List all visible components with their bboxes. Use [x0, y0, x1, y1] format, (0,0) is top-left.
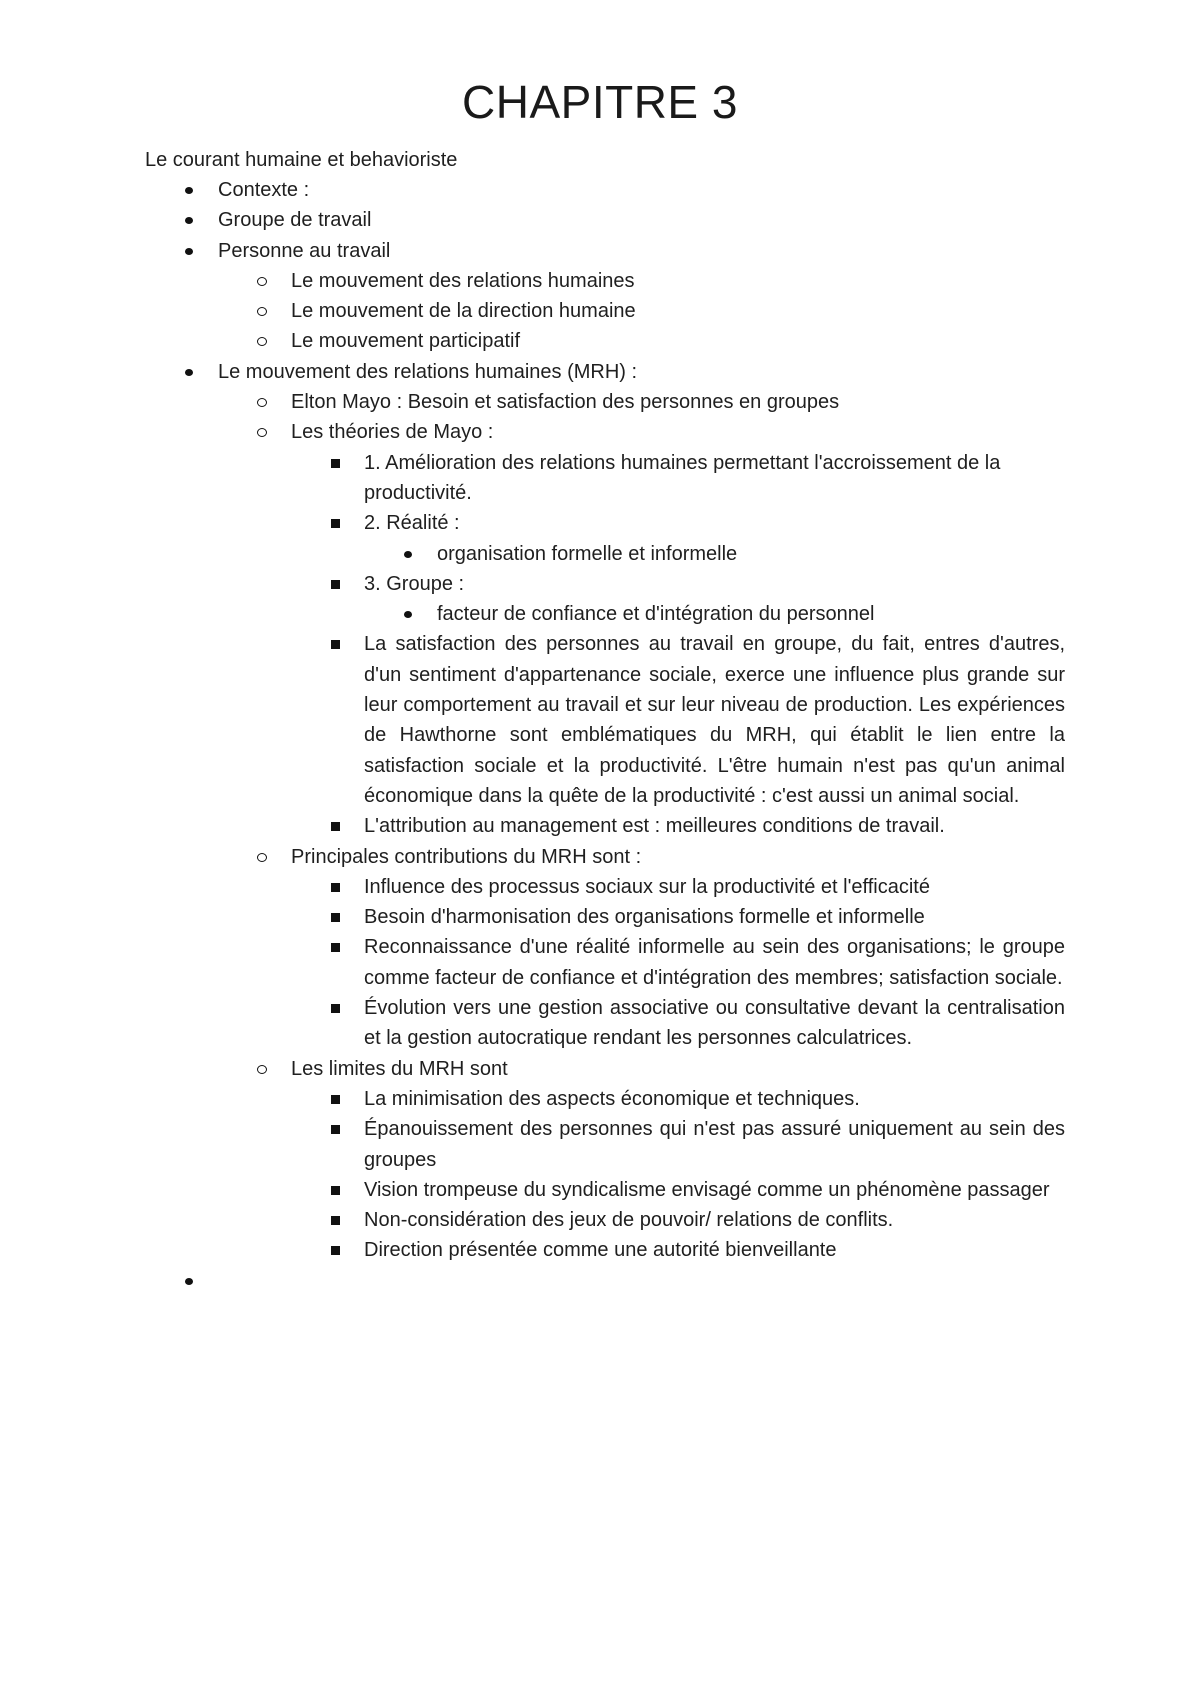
square-bullet-icon	[331, 459, 340, 468]
list-item: Le mouvement de la direction humaine	[218, 296, 1065, 326]
list-item: La minimisation des aspects économique et techniques.	[291, 1084, 1065, 1114]
empty-list-item	[145, 1266, 1065, 1296]
sub-list	[364, 599, 1065, 629]
list-item: L'attribution au management est : meilleures conditions de travail.	[291, 811, 1065, 841]
list-item: Le mouvement des relations humaines	[218, 266, 1065, 296]
square-bullet-icon	[331, 883, 340, 892]
circle-bullet-icon	[257, 1065, 267, 1074]
list-item: Le mouvement des relations humaines (MRH) : Elton Mayo : Besoin et satisfaction des personnes en groupes Les théories de Mayo : 1. Amélioration des relations humaines permettant l'accroissement de la productivité. 2. Réalité : organisation formelle et informelle 3. Groupe : facteur de confiance et d'intégration du personnel La satisfaction des personnes au travail en groupe, du fait, entres d'autres, d'un sentiment d'appartenance sociale, exerce une influence plus grande sur leur comportement au travail et sur leur niveau de production. Les expériences de Hawthorne sont emblématiques du MRH, qui établit le lien entre la satisfaction sociale et la productivité. L'être humain n'est pas qu'un animal économique dans la quête de la productivité : c'est aussi un animal social. L'attribution au management est : meilleures conditions de travail. Principales contributions du MRH sont : Influence des processus sociaux sur la productivité et l'efficacité Besoin d'harmonisation des organisations formelle et informelle Reconnaissance d'une réalité informelle au sein des organisations; le groupe comme facteur de confiance et d'intégration des membres; satisfaction sociale. Évolution vers une gestion associative ou consultative devant la centralisation et la gestion autocratique rendant les personnes calculatrices. Les limites du MRH sont La minimisation des aspects économique et techniques. Épanouissement des personnes qui n'est pas assuré uniquement au sein des groupes Vision trompeuse du syndicalisme envisagé comme un phénomène passager Non-considération des jeux de pouvoir/ relations de conflits. Direction présentée comme une autorité bienveillante	[145, 357, 1065, 1266]
disc-bullet-icon	[185, 369, 193, 376]
list-item: La satisfaction des personnes au travail en groupe, du fait, entres d'autres, d'un sentiment d'appartenance sociale, exerce une influence plus grande sur leur comportement au travail et sur leur niveau de production. Les expériences de Hawthorne sont emblématiques du MRH, qui établit le lien entre la satisfaction sociale et la productivité. L'être humain n'est pas qu'un animal économique dans la quête de la productivité : c'est aussi un animal social.	[291, 629, 1065, 811]
disc-bullet-icon	[185, 217, 193, 224]
circle-bullet-icon	[257, 277, 267, 286]
list-item: Direction présentée comme une autorité bienveillante	[291, 1235, 1065, 1265]
list-item: Groupe de travail	[145, 205, 1065, 235]
sub-list	[291, 1084, 1065, 1266]
square-bullet-icon	[331, 519, 340, 528]
circle-bullet-icon	[257, 853, 267, 862]
circle-bullet-icon	[257, 398, 267, 407]
list-item: Les limites du MRH sont La minimisation des aspects économique et techniques. Épanouissement des personnes qui n'est pas assuré uniquement au sein des groupes Vision trompeuse du syndicalisme envisagé comme un phénomène passager Non-considération des jeux de pouvoir/ relations de conflits. Direction présentée comme une autorité bienveillante	[218, 1054, 1065, 1266]
square-bullet-icon	[331, 1004, 340, 1013]
disc-bullet-icon	[185, 187, 193, 194]
list-item: Le mouvement participatif	[218, 326, 1065, 356]
circle-bullet-icon	[257, 337, 267, 346]
list-item: Personne au travail Le mouvement des relations humaines Le mouvement de la direction humaine Le mouvement participatif	[145, 236, 1065, 357]
list-item: Principales contributions du MRH sont : Influence des processus sociaux sur la productivité et l'efficacité Besoin d'harmonisation des organisations formelle et informelle Reconnaissance d'une réalité informelle au sein des organisations; le groupe comme facteur de confiance et d'intégration des membres; satisfaction sociale. Évolution vers une gestion associative ou consultative devant la centralisation et la gestion autocratique rendant les personnes calculatrices.	[218, 842, 1065, 1054]
sub-list	[218, 387, 1065, 1266]
list-item: facteur de confiance et d'intégration du personnel	[364, 599, 1065, 629]
list-item: Les théories de Mayo : 1. Amélioration des relations humaines permettant l'accroissement de la productivité. 2. Réalité : organisation formelle et informelle 3. Groupe : facteur de confiance et d'intégration du personnel La satisfaction des personnes au travail en groupe, du fait, entres d'autres, d'un sentiment d'appartenance sociale, exerce une influence plus grande sur leur comportement au travail et sur leur niveau de production. Les expériences de Hawthorne sont emblématiques du MRH, qui établit le lien entre la satisfaction sociale et la productivité. L'être humain n'est pas qu'un animal économique dans la quête de la productivité : c'est aussi un animal social. L'attribution au management est : meilleures conditions de travail.	[218, 417, 1065, 841]
disc-bullet-icon	[185, 1278, 193, 1285]
list-item: Influence des processus sociaux sur la productivité et l'efficacité	[291, 872, 1065, 902]
list-item: Non-considération des jeux de pouvoir/ relations de conflits.	[291, 1205, 1065, 1235]
square-bullet-icon	[331, 640, 340, 649]
square-bullet-icon	[331, 943, 340, 952]
list-item: 2. Réalité : organisation formelle et informelle	[291, 508, 1065, 569]
square-bullet-icon	[331, 1246, 340, 1255]
list-item: Évolution vers une gestion associative ou consultative devant la centralisation et la gestion autocratique rendant les personnes calculatrices.	[291, 993, 1065, 1054]
list-item: Vision trompeuse du syndicalisme envisagé comme un phénomène passager	[291, 1175, 1065, 1205]
outline-list	[145, 175, 1065, 1296]
disc-bullet-icon	[404, 611, 412, 618]
circle-bullet-icon	[257, 428, 267, 437]
chapter-title: CHAPITRE 3	[462, 76, 738, 128]
list-item: Besoin d'harmonisation des organisations formelle et informelle	[291, 902, 1065, 932]
square-bullet-icon	[331, 580, 340, 589]
list-item: Reconnaissance d'une réalité informelle au sein des organisations; le groupe comme facteur de confiance et d'intégration des membres; satisfaction sociale.	[291, 932, 1065, 993]
section-intro: Le courant humaine et behavioriste	[145, 149, 458, 171]
sub-list	[218, 266, 1065, 357]
disc-bullet-icon	[404, 551, 412, 558]
circle-bullet-icon	[257, 307, 267, 316]
square-bullet-icon	[331, 913, 340, 922]
list-item: organisation formelle et informelle	[364, 539, 1065, 569]
list-item: Épanouissement des personnes qui n'est pas assuré uniquement au sein des groupes	[291, 1114, 1065, 1175]
square-bullet-icon	[331, 822, 340, 831]
square-bullet-icon	[331, 1216, 340, 1225]
square-bullet-icon	[331, 1095, 340, 1104]
list-item: 3. Groupe : facteur de confiance et d'intégration du personnel	[291, 569, 1065, 630]
list-item: Contexte :	[145, 175, 1065, 205]
square-bullet-icon	[331, 1186, 340, 1195]
sub-list	[364, 539, 1065, 569]
disc-bullet-icon	[185, 248, 193, 255]
sub-list	[291, 872, 1065, 1054]
sub-list	[291, 448, 1065, 842]
list-item: Elton Mayo : Besoin et satisfaction des personnes en groupes	[218, 387, 1065, 417]
list-item: 1. Amélioration des relations humaines permettant l'accroissement de la productivité.	[291, 448, 1065, 509]
square-bullet-icon	[331, 1125, 340, 1134]
